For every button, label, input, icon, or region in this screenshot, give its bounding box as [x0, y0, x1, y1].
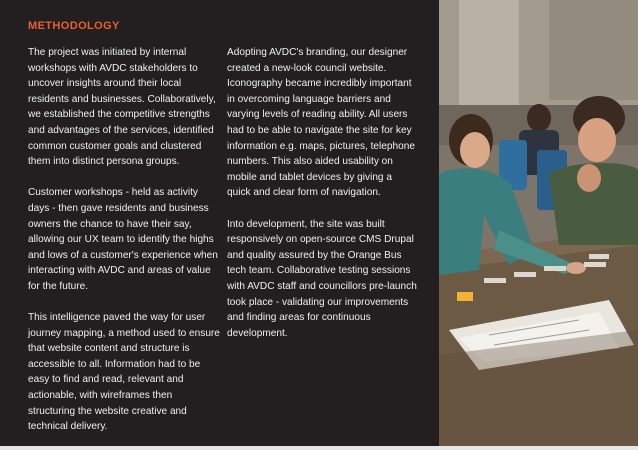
right-paragraph-1: Adopting AVDC's branding, our designer created a new-look council website. Iconography became incredibly important in overcoming language barriers and varying levels of reading ability. All users had to be able to navigate the site for key information e.g. maps, pictures, telephone numbers. This also aided usability on mobile and tablet devices by giving a quick and clear form of navigation.	[227, 47, 415, 199]
section-heading: METHODOLOGY	[28, 20, 120, 32]
right-paragraph-2: Into development, the site was built responsively on open-source CMS Drupal and quality assured by the Orange Bus tech team. Collaborative testing sessions with AVDC staff and councillors pre-launch took place - validating our improvements and finding areas for continuous development.	[227, 218, 417, 339]
workshop-photo-illustration	[439, 0, 638, 450]
workshop-photo	[439, 0, 638, 450]
right-column	[227, 45, 417, 357]
left-paragraph-3: This intelligence paved the way for user journey mapping, a method used to ensure that website content and structure is accessible to all. Information had to be easy to find and read, relevant and actionable, with wireframes then structuring the website creative and technical delivery.	[28, 312, 220, 433]
bottom-rule	[0, 446, 638, 450]
left-paragraph-2: Customer workshops - held as activity days - then gave residents and business owners the chance to have their say, allowing our UX team to identify the highs and lows of a customer's experience when interacting with AVDC and areas of value for the future.	[28, 187, 218, 292]
left-paragraph-1: The project was initiated by internal workshops with AVDC stakeholders to uncover insights around their local residents and businesses. Collaboratively, we established the competitive strengths and advantages of the services, identified common customer goals and clustered them into distinct persona groups.	[28, 47, 216, 168]
left-column	[28, 45, 220, 450]
